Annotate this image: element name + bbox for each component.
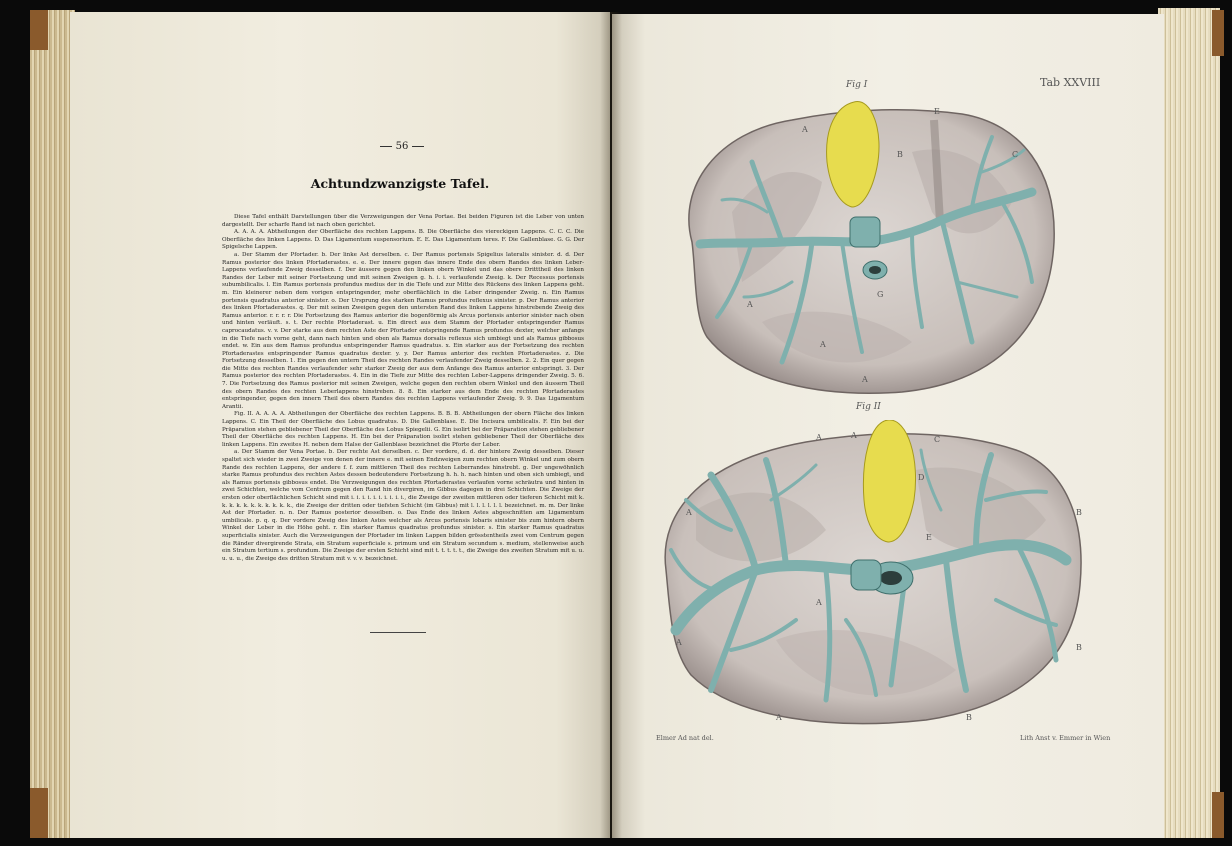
- book-corner-bottom-right: [1212, 792, 1224, 838]
- page-edges-right: [1158, 8, 1220, 838]
- paragraph: a. Der Stamm der Vena Portae. b. Der rechte Ast derselben. c. Der vordere, d. d. der hintere Zweig desselben. Dieser spaltet sich wieder in zwei Zweige von denen der innere e. mit seinen Endzweigen zum rechten obern Winkel und zum obern Rande des rechten Lappens, der andere f. f. zum mittleren Theil des rechten Leberrandes hinstrebt. g. Der ungewöhnlich starke Ramus profundus des rechten Astes dessen bedeutendere Fortsetzung h. h. h. nach hinten und oben sich umbiegt, und als Ramus portensis gibbosus endet. Die Verzweigungen des rechten Pfortaderastes verlaufen vorne schräutra und hinten in zwei Schichten, welche vom Centrum gegen den Rand hin divergiren, im Gibbus dagegen in drei Schichten. Die Zweige der ersten oder oberflächlichen Schicht sind mit i. i. i. i. i. i. i. i. i. i., die Zweige der zweiten mittleren oder tieferen Schicht mit k. k. k. k. k. k. k. k. k. k. k., die Zweige der dritten oder tiefsten Schicht (im Gibbus) mit l. l. l. l. l. l. bezeichnet. m. m. Der linke Ast der Pfortader. n. n. Der Ramus posterior desselben. o. Das Ende des linken Astes abgeschnitten am Ligamentum umbilicale. p. q. q. Der vordere Zweig des linken Astes welcher als Arcus portensis lobaris sinister bis zum hintern obern Winkel der Leber in die Höhe geht. r. Ein starker Ramus quadratus profundus sinister. s. Ein starker Ramus quadratus superficialis sinister. Auch die Verzweigungen der Pfortader im linken Lappen bilden grösstentheils zwei vom Centrum gegen die Ränder divergirende Strata, ein Stratum superficiale s. primum und ein Stratum secundum s. medium, stellenweise auch ein Stratum tertium s. profundum. Die Zweige der ersten Schicht sind mit t. t. t. t. t., die Zweige des zweiten Stratum mit u. u. u. u. u., die Zweige des dritten Stratum mit v. v. v. bezeichnet.: [222, 449, 584, 562]
- svg-text:C: C: [1012, 150, 1019, 159]
- liver-figure-2: [656, 420, 1090, 730]
- svg-text:A: A: [851, 431, 857, 440]
- portal-vein-trunk: [850, 217, 880, 247]
- portal-vein-trunk: [851, 560, 881, 590]
- paragraph: a. Der Stamm der Pfortader. b. Der linke Ast derselben. c. Der Ramus portensis Spigelius lateralis sinister. d. d. Der Ramus posterior des linken Pfortaderastes. e. e. Der innere gegen das innere Ende des obern Randes des linken Leber-Lappens verlaufende Zweig desselben. f. Der äussere gegen den linken obern Winkel und das obere Dritttheil des linken Randes der Leber mit seiner Fortsetzung und mit seinen Zweigen g. h. i. i. verlaufende Zweig. k. Der Recessus portensis subumbilicalis. l. Ein Ramus portensis profundus medius der in die Tiefe und zur Mitte des Rückens des linken Lappens geht. m. Ein kleinerer neben dem vorigen entspringender, mehr oberflächlich in die Leber dringender Zweig. n. Ein Ramus portensis quadratus anterior sinister. o. Der Ursprung des starken Ramus profundus reflexus sinister. p. Der Ramus anterior des linken Pfortaderastes. q. Der mit seinen Zweigen gegen den untersten Rand des linken Lappens hinstrebende Zweig des Ramus anterior. r. r. r. r. Die Fortsetzung des Ramus anterior die bogenförmig als Arcus portensis anterior sinister nach oben und hinten verläuft. s. t. Der rechte Pfortaderast. u. Ein direct aus dem Stamm der Pfortader entspringender Ramus caprocaudatus. v. v. Der starke aus dem rechten Aste der Pfortader entspringende Ramus profundus dexter, welcher anfangs in die Tiefe nach vorne geht, dann nach hinten und oben als Ramus dorsalis reflexus sich umbiegt und als Ramus gibbosus endet. w. Ein aus dem Ramus profundus entspringender Ramus quadratus. x. Ein starker aus der Fortsetzung des rechten Pfortaderastes entspringender Ramus quadratus dexter. y. y. Der Ramus anterior des rechten Pfortaderastes. z. Die Fortsetzung desselben. 1. Ein gegen den untern Theil des rechten Randes verlaufender Zweig desselben. 2. 2. Ein quer gegen die Mitte des rechten Randes verlaufender sehr starker Zweig der aus dem Anfange des Ramus anterior entspringt. 3. Der Ramus posterior des rechten Pfortaderastes. 4. Ein in die Tiefe zur Mitte des rechten Leber-Lappens dringender Zweig. 5. 6. 7. Die Fortsetzung des Ramus posterior mit seinen Zweigen, welche gegen den rechten obern Winkel und den äussern Theil des obern Randes des rechten Leberlappens hinstreben. 8. 8. Ein starker aus dem Ende des rechten Pfortaderastes entspringender, gegen den innern Theil des obern Randes des rechten Lappens verlaufender Zweig. 9. 9. Das Ligamentum Arantii.: [222, 251, 584, 410]
- fig2-label: Fig II: [856, 402, 881, 412]
- paragraph: Fig. II. A. A. A. A. Abtheilungen der Oberfläche des rechten Lappens. B. B. B. Abtheilungen der obern Fläche des linken Lappens. C. Ein Theil der Oberfläche des Lobus quadratus. D. Die Gallenblase. E. Die Incisura umbilicalis. F. Ein bei der Präparation stehen gebliebener Theil der Oberfläche des Lobus Spiegelii. G. Ein isolirt bei der Präparation stehen gebliebener Theil der Oberfläche des rechten Lappens. H. Ein bei der Präparation isolirt stehen gebliebener Theil der Oberfläche des linken Lappens. Ein zweites H. neben dem Halse der Gallenblase bezeichnet die Pforte der Leber.: [222, 411, 584, 448]
- book-corner-top-right: [1212, 10, 1224, 56]
- svg-text:A: A: [686, 508, 692, 517]
- book-corner-bottom-left: [30, 788, 48, 838]
- svg-text:E: E: [926, 533, 932, 542]
- svg-text:A: A: [862, 375, 868, 384]
- svg-text:A: A: [747, 300, 753, 309]
- svg-text:A: A: [776, 713, 782, 722]
- svg-text:D: D: [918, 473, 925, 482]
- svg-text:B: B: [897, 150, 903, 159]
- plate-label: Tab XXVIII: [1040, 76, 1101, 89]
- credit-left: Elmer Ad nat del.: [656, 734, 714, 742]
- svg-text:A: A: [676, 638, 682, 647]
- svg-text:E: E: [934, 107, 940, 116]
- end-rule: [370, 632, 426, 633]
- svg-text:A: A: [816, 598, 822, 607]
- svg-text:B: B: [1076, 643, 1082, 652]
- fig1-label: Fig I: [846, 80, 868, 90]
- book-corner-top-left: [30, 10, 48, 50]
- paragraph: Diese Tafel enthält Darstellungen über die Verzweigungen der Vena Portae. Bei beiden Figuren ist die Leber von unten dargestellt. Der scharfe Rand ist nach oben gerichtet.: [222, 214, 584, 228]
- svg-text:B: B: [1076, 508, 1082, 517]
- portal-vein-lumen: [880, 571, 902, 585]
- svg-text:G: G: [877, 290, 884, 299]
- credit-right: Lith Anst v. Emmer in Wien: [1020, 734, 1111, 742]
- svg-text:A: A: [816, 433, 822, 442]
- svg-text:B: B: [966, 713, 972, 722]
- svg-text:A: A: [820, 340, 826, 349]
- liver-figure-1: [672, 92, 1060, 404]
- book-gutter: [600, 12, 622, 838]
- portal-vein-lumen: [869, 266, 881, 274]
- paragraph: A. A. A. A. Abtheilungen der Oberfläche des rechten Lappens. B. Die Oberfläche des viereckigen Lappens. C. C. C. Die Oberfläche des linken Lappens. D. Das Ligamentum suspensorium. E. E. Das Ligamentum teres. F. Die Gallenblase. G. G. Der Spigelsche Lappen.: [222, 229, 584, 251]
- page-title: Achtundzwanzigste Tafel.: [310, 176, 490, 191]
- page-edges-left: [30, 10, 75, 838]
- svg-text:A: A: [802, 125, 808, 134]
- svg-text:C: C: [934, 435, 941, 444]
- page-number: 56: [370, 141, 434, 152]
- body-text: [222, 214, 584, 563]
